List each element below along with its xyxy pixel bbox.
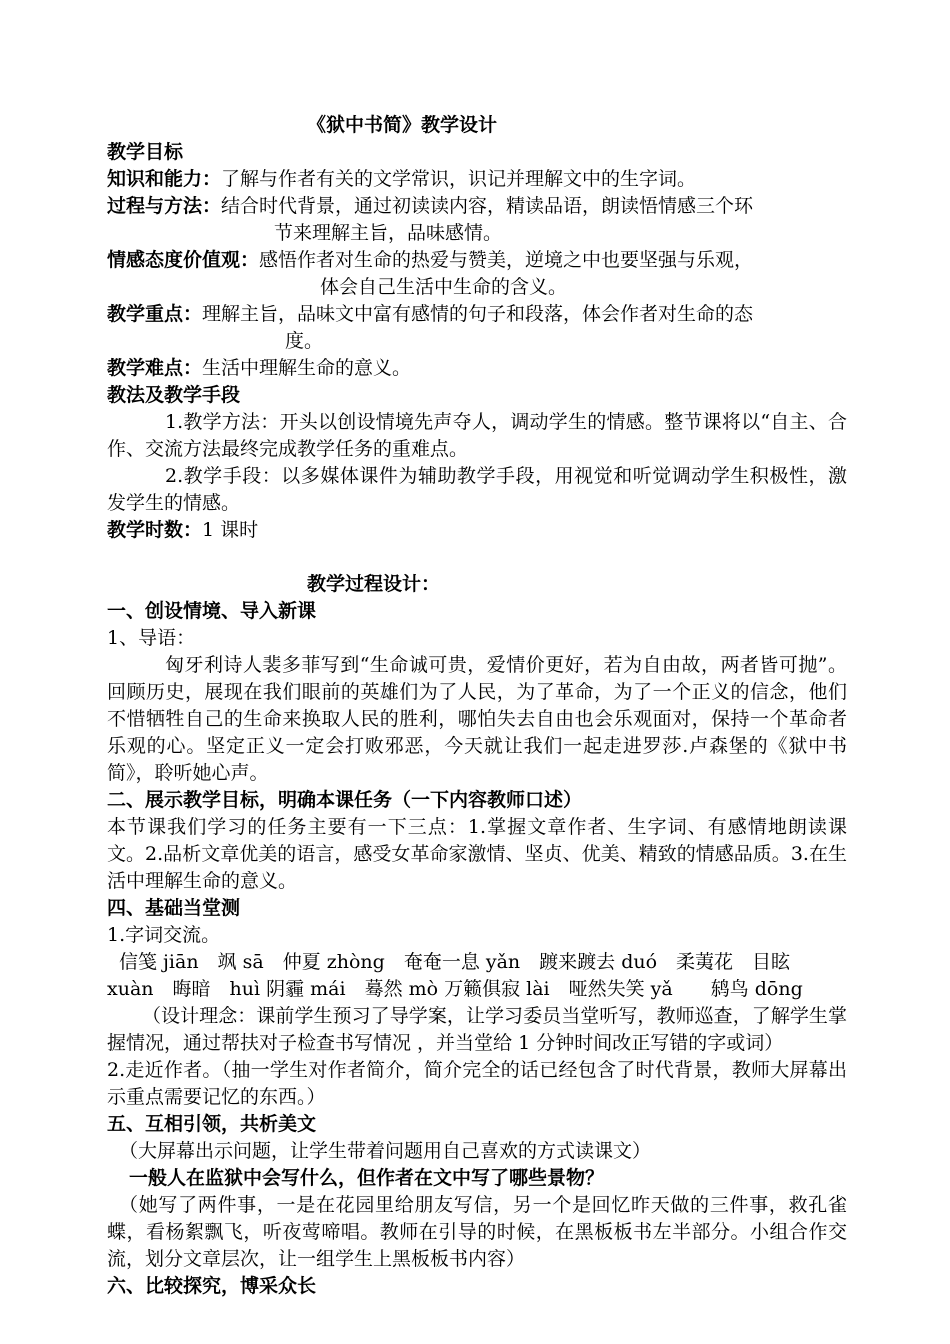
document-title: 《狱中书简》教学设计 <box>307 114 498 136</box>
process-label: 过程与方法： <box>107 195 222 217</box>
difficulty-text: 生活中理解生命的意义。 <box>202 357 412 379</box>
key-point-text-2: 度。 <box>285 330 324 352</box>
section-5-heading: 五、互相引领，共析美文 <box>107 1113 317 1135</box>
vocab-line-1: 信笺 jiān 飒 sā 仲夏 zhòng 奄奄一息 yǎn 踱来踱去 duó 柔荑花 目眩 <box>119 951 791 973</box>
difficulty <box>107 355 847 382</box>
section-4-subheading-2: 2.走近作者。（抽一学生对作者简介，简介完全的话已经包含了时代背景，教师大屏幕出示重点需要记忆的东西。） <box>107 1059 847 1108</box>
process-title: 教学过程设计： <box>307 573 441 595</box>
key-point <box>107 301 847 328</box>
method-1: 1.教学方法：开头以创设情境先声夺人，调动学生的情感。整节课将以“自主、合作、交流方法最终完成教学任务的重难点。 <box>107 411 847 460</box>
design-note: （设计理念：课前学生预习了导学案，让学习委员当堂听写，教师巡查，了解学生掌握情况，通过帮扶对子检查书写情况 ，并当堂给 1 分钟时间改正写错的字或词） <box>107 1005 847 1054</box>
teaching-hours <box>107 517 847 544</box>
document-page <box>107 112 847 1300</box>
key-point-label: 教学重点： <box>107 303 203 325</box>
section-2-paragraph: 本节课我们学习的任务主要有一下三点：1.掌握文章作者、生字词、有感情地朗读课文。2.品析文章优美的语言，感受女革命家激情、坚贞、优美、精致的情感品质。3.在生活中理解生命的意义。 <box>107 816 847 892</box>
objectives-heading: 教学目标 <box>107 141 184 163</box>
section-4-heading: 四、基础当堂测 <box>107 897 241 919</box>
emotion-text-1: 感悟作者对生命的热爱与赞美，逆境之中也要坚强与乐观， <box>259 249 754 271</box>
section-1-subheading: 1、导语： <box>107 627 196 649</box>
method-2: 2.教学手段：以多媒体课件为辅助教学手段，用视觉和听觉调动学生积极性，激发学生的情感。 <box>107 465 847 514</box>
section-4-subheading-1: 1.字词交流。 <box>107 924 221 946</box>
section-1-heading: 一、创设情境、导入新课 <box>107 600 317 622</box>
methods-heading: 教法及教学手段 <box>107 384 241 406</box>
vocab-line-2: xuàn 晦暗 huì 阴霾 mái 蓦然 mò 万籁俱寂 lài 哑然失笑 yǎ 鸫鸟 dōng <box>107 978 803 1000</box>
knowledge-objective <box>107 166 847 193</box>
section-2-heading: 二、展示教学目标，明确本课任务（一下内容教师口述） <box>107 789 583 811</box>
emotion-objective <box>107 247 847 274</box>
section-6-heading: 六、比较探究，博采众长 <box>107 1275 317 1297</box>
section-5-question: 一般人在监狱中会写什么，但作者在文中写了哪些景物？ <box>129 1167 605 1189</box>
process-text-1: 结合时代背景，通过初读读内容，精读品语，朗读悟情感三个环 <box>221 195 754 217</box>
section-1-paragraph: 匈牙利诗人裴多菲写到“生命诚可贵，爱情价更好，若为自由故，两者皆可抛”。回顾历史，展现在我们眼前的英雄们为了人民，为了革命，为了一个正义的信念，他们不惜牺牲自己的生命来换取人民的胜利，哪怕失去自由也会乐观面对，保持一个革命者乐观的心。坚定正义一定会打败邪恶，今天就让我们一起走进罗莎.卢森堡的《狱中书简》，聆听她心声。 <box>107 654 847 784</box>
knowledge-label: 知识和能力： <box>107 168 222 190</box>
process-text-2: 节来理解主旨，品味感情。 <box>274 222 503 244</box>
difficulty-label: 教学难点： <box>107 357 203 379</box>
emotion-text-2: 体会自己生活中生命的含义。 <box>320 276 568 298</box>
emotion-label: 情感态度价值观： <box>107 249 260 271</box>
key-point-text-1: 理解主旨，品味文中富有感情的句子和段落，体会作者对生命的态 <box>202 303 754 325</box>
section-5-note: （大屏幕出示问题，让学生带着问题用自己喜欢的方式读课文） <box>119 1140 652 1162</box>
section-5-answer: （她写了两件事，一是在花园里给朋友写信，另一个是回忆昨天做的三件事，救孔雀蝶，看杨絮飘飞，听夜莺啼唱。教师在引导的时候，在黑板板书左半部分。小组合作交流，划分文章层次，让一组学生上黑板板书内容） <box>107 1194 847 1270</box>
knowledge-text: 了解与作者有关的文学常识，识记并理解文中的生字词。 <box>221 168 697 190</box>
process-objective <box>107 193 847 220</box>
hours-label: 教学时数： <box>107 519 203 541</box>
hours-text: 1 课时 <box>202 519 259 541</box>
